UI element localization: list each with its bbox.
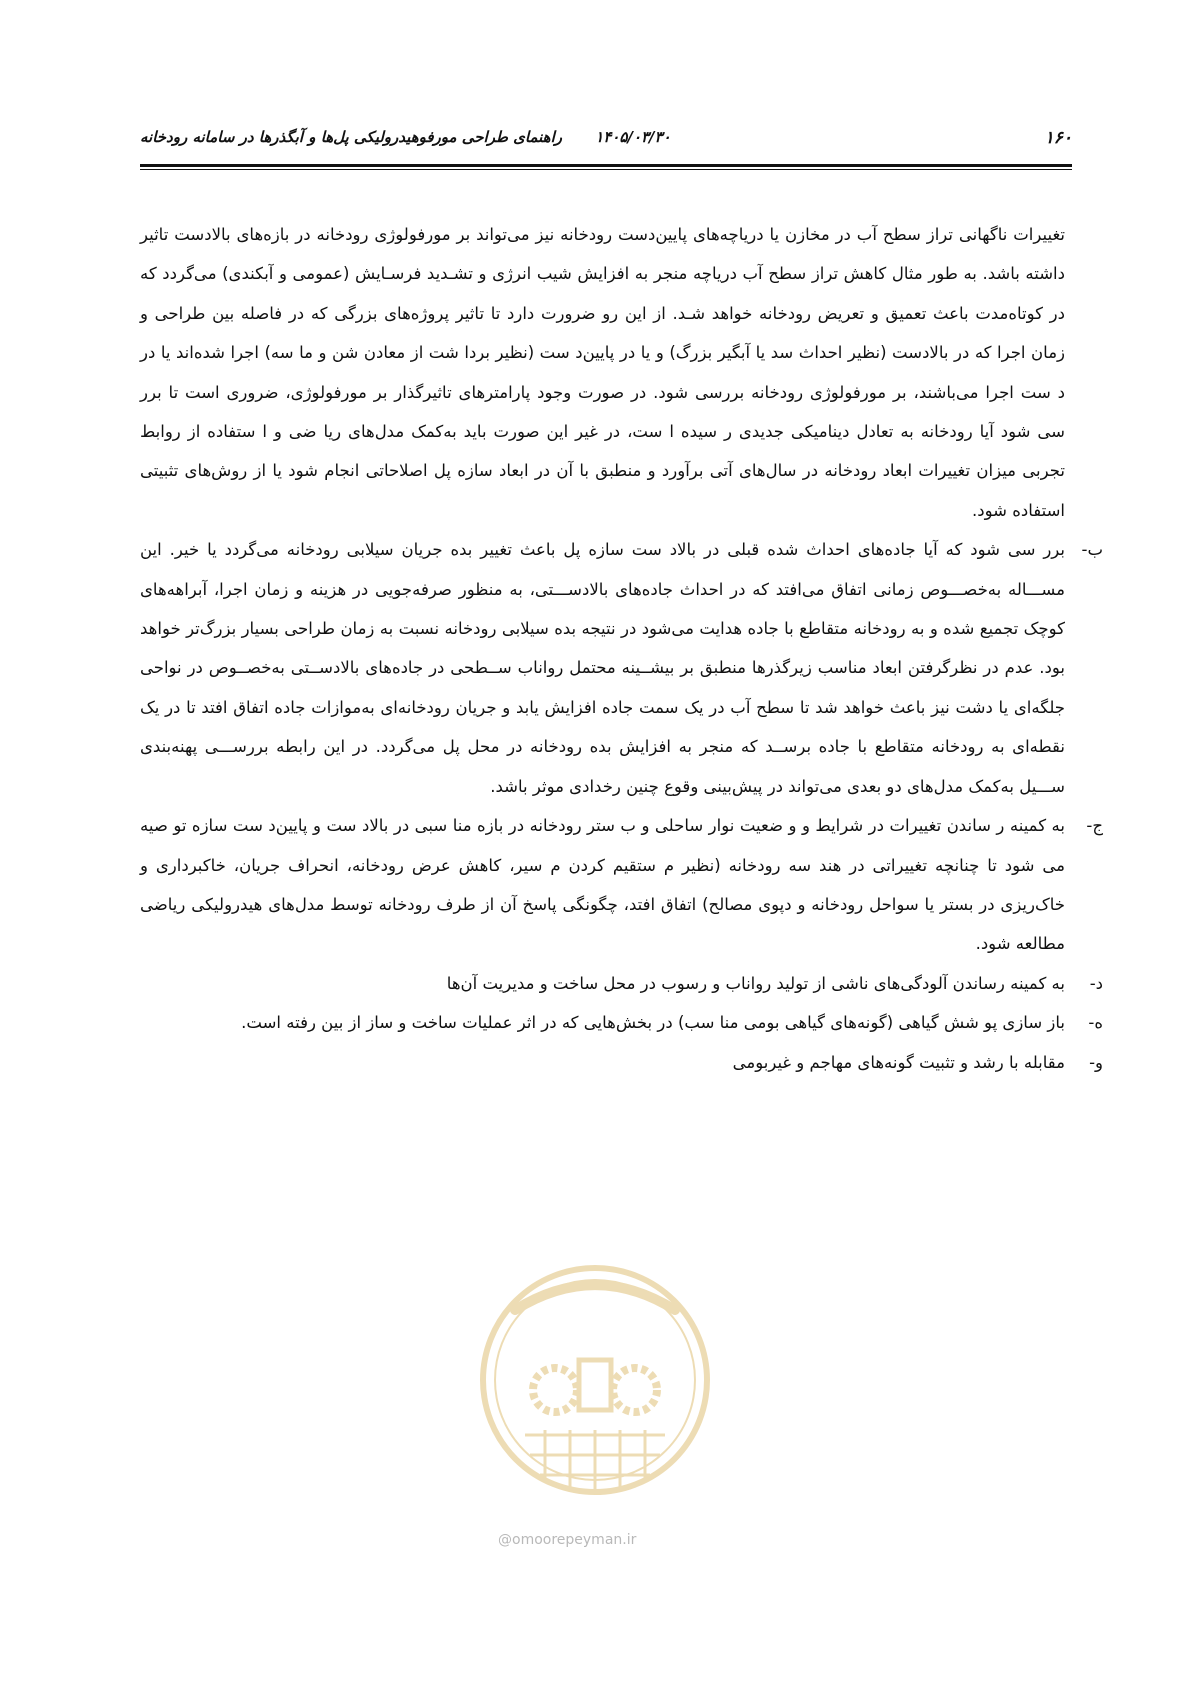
watermark-logo [475, 1250, 715, 1540]
list-marker: ج- [1086, 816, 1103, 836]
header-date: ۱۴۰۵/۰۳/۳۰ [595, 128, 671, 146]
running-title [140, 128, 671, 146]
list-item-b [140, 530, 1103, 806]
intro-paragraph: تغییرات ناگهانی تراز سطح آب در مخازن یا دریاچه‌های پایین‌دست رودخانه نیز می‌تواند بر مورفولوژی رودخانه در بازه‌های بالادست تاثیر داشته باشد. به طور مثال کاهش تراز سطح آب دریاچه منجر به افزایش شیب انرژی و تشـدید فرسـایش (عمومی و آبکندی) می‌گردد که در کوتاه‌مدت باعث تعمیق و تعریض رودخانه خواهد شـد. از این رو ضرورت دارد تا تاثیر پروژه‌های بزرگی که در فاصله بین طراحی و زمان اجرا که در بالادست (نظیر احداث سد یا آبگیر بزرگ) و یا در پایین‌د ست (نظیر بردا شت از معادن شن و ما سه) اجرا شده‌اند یا در د ست اجرا می‌باشند، بر مورفولوژی رودخانه بررسی شود. در صورت وجود پارامترهای تاثیرگذار بر مورفولوژی، ضروری است تا برر سی شود آیا رودخانه به تعادل دینامیکی جدیدی ر سیده ا ست، در غیر این صورت باید به‌کمک مدل‌های ریا ضی و ا ستفاده از روابط تجربی میزان تغییرات ابعاد رودخانه در سال‌های آتی برآورد و منطبق با آن در ابعاد سازه پل اصلاحاتی انجام شود یا از روش‌های تثبیتی استفاده شود. [140, 225, 1065, 520]
header-rule-thick [140, 164, 1072, 167]
list-marker: و- [1089, 1052, 1103, 1072]
list-item-j [140, 806, 1103, 964]
header-rule-thin [140, 169, 1072, 170]
body-content [140, 215, 1103, 1082]
watermark-url: @omoorepeyman.ir [498, 1532, 637, 1548]
list-item-text: مقابله با رشد و تثبیت گونه‌های مهاجم و غیربومی [732, 1052, 1065, 1072]
list-item-h [140, 1003, 1103, 1042]
header-title: راهنمای طراحی مورفوهیدرولیکی پل‌ها و آبگذرها در سامانه رودخانه [140, 128, 562, 146]
list-item-v [140, 1043, 1103, 1082]
page-number: ۱۶۰ [1044, 128, 1072, 148]
list-item-text: باز سازی پو شش گیاهی (گونه‌های گیاهی بومی منا سب) در بخش‌هایی که در اثر عملیات ساخت و ساز از بین رفته است. [241, 1013, 1065, 1033]
list-item-text: برر سی شود که آیا جاده‌های احداث شده قبلی در بالاد ست سازه پل باعث تغییر بده جریان سیلابی رودخانه می‌گردد یا خیر. این مســـاله به‌خصـــوص زمانی اتفاق می‌افتد که در احداث جاده‌های بالادســـتی، به منظور صرفه‌جویی در هزینه و زمان اجرا، آبراهه‌های کوچک تجمیع شده و به رودخانه متقاطع با جاده هدایت می‌شود در نتیجه بده سیلابی رودخانه نسبت به زمان طراحی بسیار بزرگ‌تر خواهد بود. عدم در نظرگرفتن ابعاد مناسب زیرگذرها منطبق بر بیشــینه محتمل رواناب ســطحی در جاده‌های بالادســتی به‌خصــوص در نواحی جلگه‌ای یا دشت نیز باعث خواهد شد تا سطح آب در یک سمت جاده افزایش یابد و جریان رودخانه‌ای به‌موازات جاده اتفاق افتد تا در یک نقطه‌ای به رودخانه متقاطع با جاده برســد که منجر به افزایش بده رودخانه در محل پل می‌گردد. در این رابطه بررســـی پهنه‌بندی ســـیل به‌کمک مدل‌های دو بعدی می‌تواند در پیش‌بینی وقوع چنین رخدادی موثر باشد. [140, 540, 1065, 796]
list-marker: د- [1089, 973, 1103, 993]
list-marker: ه- [1088, 1013, 1103, 1033]
list-item-d [140, 964, 1103, 1003]
list-item-text: به کمینه ر ساندن تغییرات در شرایط و و ضعیت نوار ساحلی و ب ستر رودخانه در بازه منا سبی در بالاد ست و پایین‌د ست سازه تو صیه می شود تا چنانچه تغییراتی در هند سه رودخانه (نظیر م ستقیم کردن م سیر، کاهش عرض رودخانه، انحراف جریان، خاکبرداری و خاک‌ریزی در بستر یا سواحل رودخانه و دپوی مصالح) اتفاق افتد، چگونگی پاسخ آن از طرف رودخانه توسط مدل‌های هیدرولیکی ریاضی مطالعه شود. [140, 816, 1065, 954]
list-marker: ب- [1081, 540, 1103, 560]
list-item-text: به کمینه رساندن آلودگی‌های ناشی از تولید رواناب و رسوب در محل ساخت و مدیریت آن‌ها [446, 973, 1065, 993]
page-header [140, 128, 1072, 156]
